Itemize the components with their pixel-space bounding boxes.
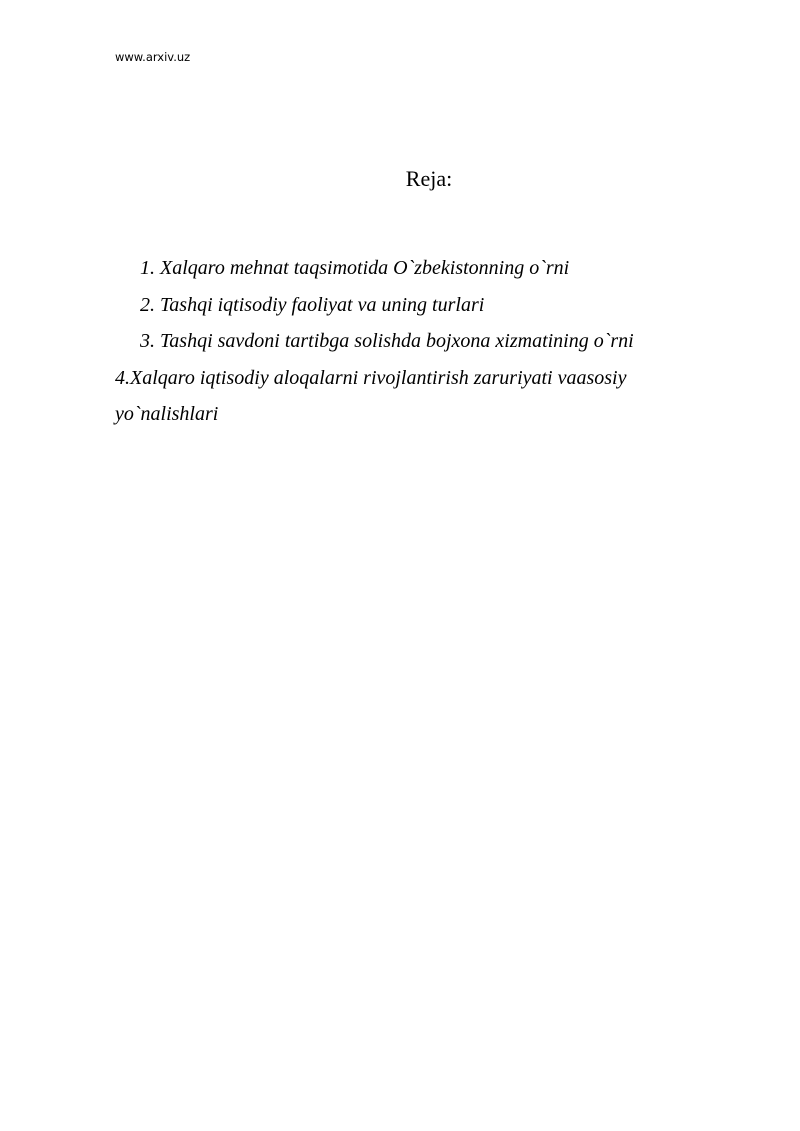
plan-item-2: 2. Tashqi iqtisodiy faoliyat va uning turlari xyxy=(140,293,485,316)
plan-list xyxy=(115,250,695,433)
page-title: Reja: xyxy=(405,166,453,191)
plan-item-3: 3. Tashqi savdoni tartibga solishda bojxona xizmatining o`rni xyxy=(140,330,634,352)
plan-item-4: 4.Xalqaro iqtisodiy aloqalarni rivojlantirish zaruriyati vaasosiy yo`nalishlari xyxy=(115,366,627,425)
header-url: www.arxiv.uz xyxy=(115,50,191,64)
plan-item-1: 1. Xalqaro mehnat taqsimotida O`zbekistonning o`rni xyxy=(140,257,570,279)
